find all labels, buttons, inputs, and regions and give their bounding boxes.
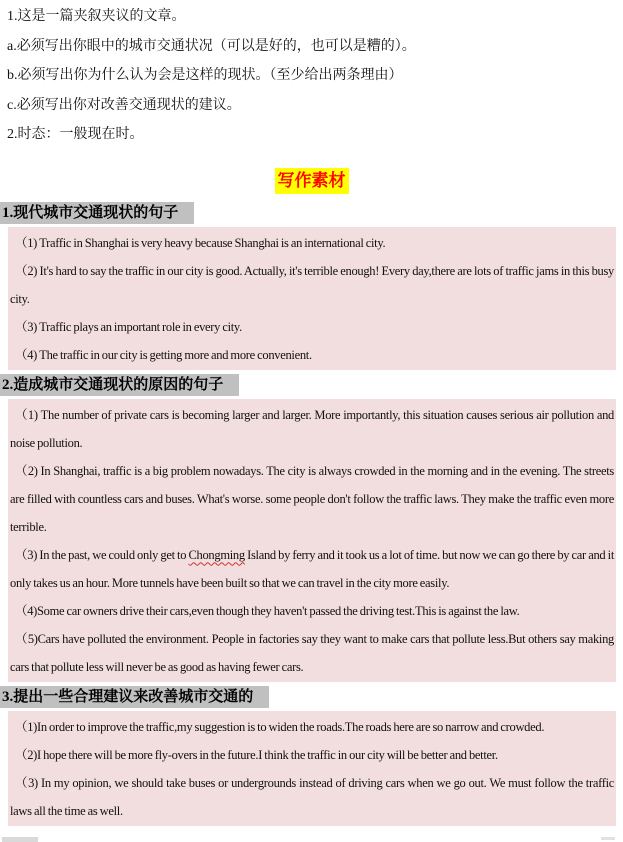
- section-2-header: [0, 374, 623, 396]
- sentence: （2) It's hard to say the traffic in our city is good. Actually, it's terrible enough! Every day,there are lots of traffic jams in this busy city.: [10, 263, 614, 306]
- intro-line-1: 1.这是一篇夹叙夹议的文章。: [7, 9, 186, 24]
- sentence: （3) Traffic plays an important role in every city.: [15, 319, 242, 334]
- sentence: （1) Traffic in Shanghai is very heavy because Shanghai is an international city.: [15, 235, 386, 250]
- misspelled-word: Chongming: [188, 547, 245, 562]
- intro-line-2: 2.时态：一般现在时。: [7, 127, 144, 142]
- section-1-header-text: 1.现代城市交通现状的句子: [0, 202, 194, 224]
- section-1-content: [8, 227, 616, 370]
- sentence: （2)I hope there will be more fly-overs in the future.I think the traffic in our city will be better and better.: [15, 747, 498, 762]
- partial-highlight-fragment: [2, 837, 38, 842]
- intro-line-c: c.必须写出你对改善交通现状的建议。: [7, 97, 241, 113]
- section-2-content: [8, 399, 616, 682]
- section-2-header-text: 2.造成城市交通现状的原因的句子: [0, 374, 239, 396]
- section-3-header: [0, 686, 623, 708]
- sentence: （1)In order to improve the traffic,my suggestion is to widen the roads.The roads here are so narrow and crowded.: [15, 719, 545, 734]
- section-3-content: [8, 711, 616, 826]
- sentence: （3) In my opinion, we should take buses or undergrounds instead of driving cars when we go out. We must follow the traffic laws all the time as well.: [10, 775, 614, 818]
- sentence: （1) The number of private cars is becoming larger and larger. More importantly, this situation causes serious air pollution and noise pollution.: [10, 407, 614, 450]
- title-row: [0, 168, 623, 194]
- sentence: （5)Cars have polluted the environment. People in factories say they want to make cars that pollute less.But others say making cars that pollute less will never be as good as having fewer cars.: [10, 631, 614, 674]
- sentence-part: （3) In the past, we could only get to: [15, 547, 189, 562]
- page-title: 写作素材: [275, 168, 349, 194]
- section-3-header-text: 3.提出一些合理建议来改善城市交通的: [0, 686, 269, 708]
- intro-notes: [0, 0, 623, 150]
- sentence: [10, 541, 614, 597]
- sentence: （4)Some car owners drive their cars,even though they haven't passed the driving test.This is against the law.: [15, 603, 520, 618]
- sentence-part: Island by ferry and it took us a lot of time. but now we can go there by car and it only takes us an hour. More tunnels have been built so that we can travel in the city more easily.: [10, 547, 614, 590]
- sentence: （4) The traffic in our city is getting more and more convenient.: [15, 347, 312, 362]
- intro-line-b: b.必须写出你为什么认为会是这样的现状。（至少给出两条理由）: [7, 68, 403, 83]
- section-1-header: [0, 202, 623, 224]
- sentence: （2) In Shanghai, traffic is a big problem nowadays. The city is always crowded in the morning and in the evening. The streets are filled with countless cars and buses. What's worse. some people don't follow the traffic laws. They make the traffic even more terrible.: [10, 463, 614, 534]
- artifact-mark: [601, 837, 615, 840]
- intro-line-a: a.必须写出你眼中的城市交通状况（可以是好的，也可以是糟的）。: [7, 38, 416, 54]
